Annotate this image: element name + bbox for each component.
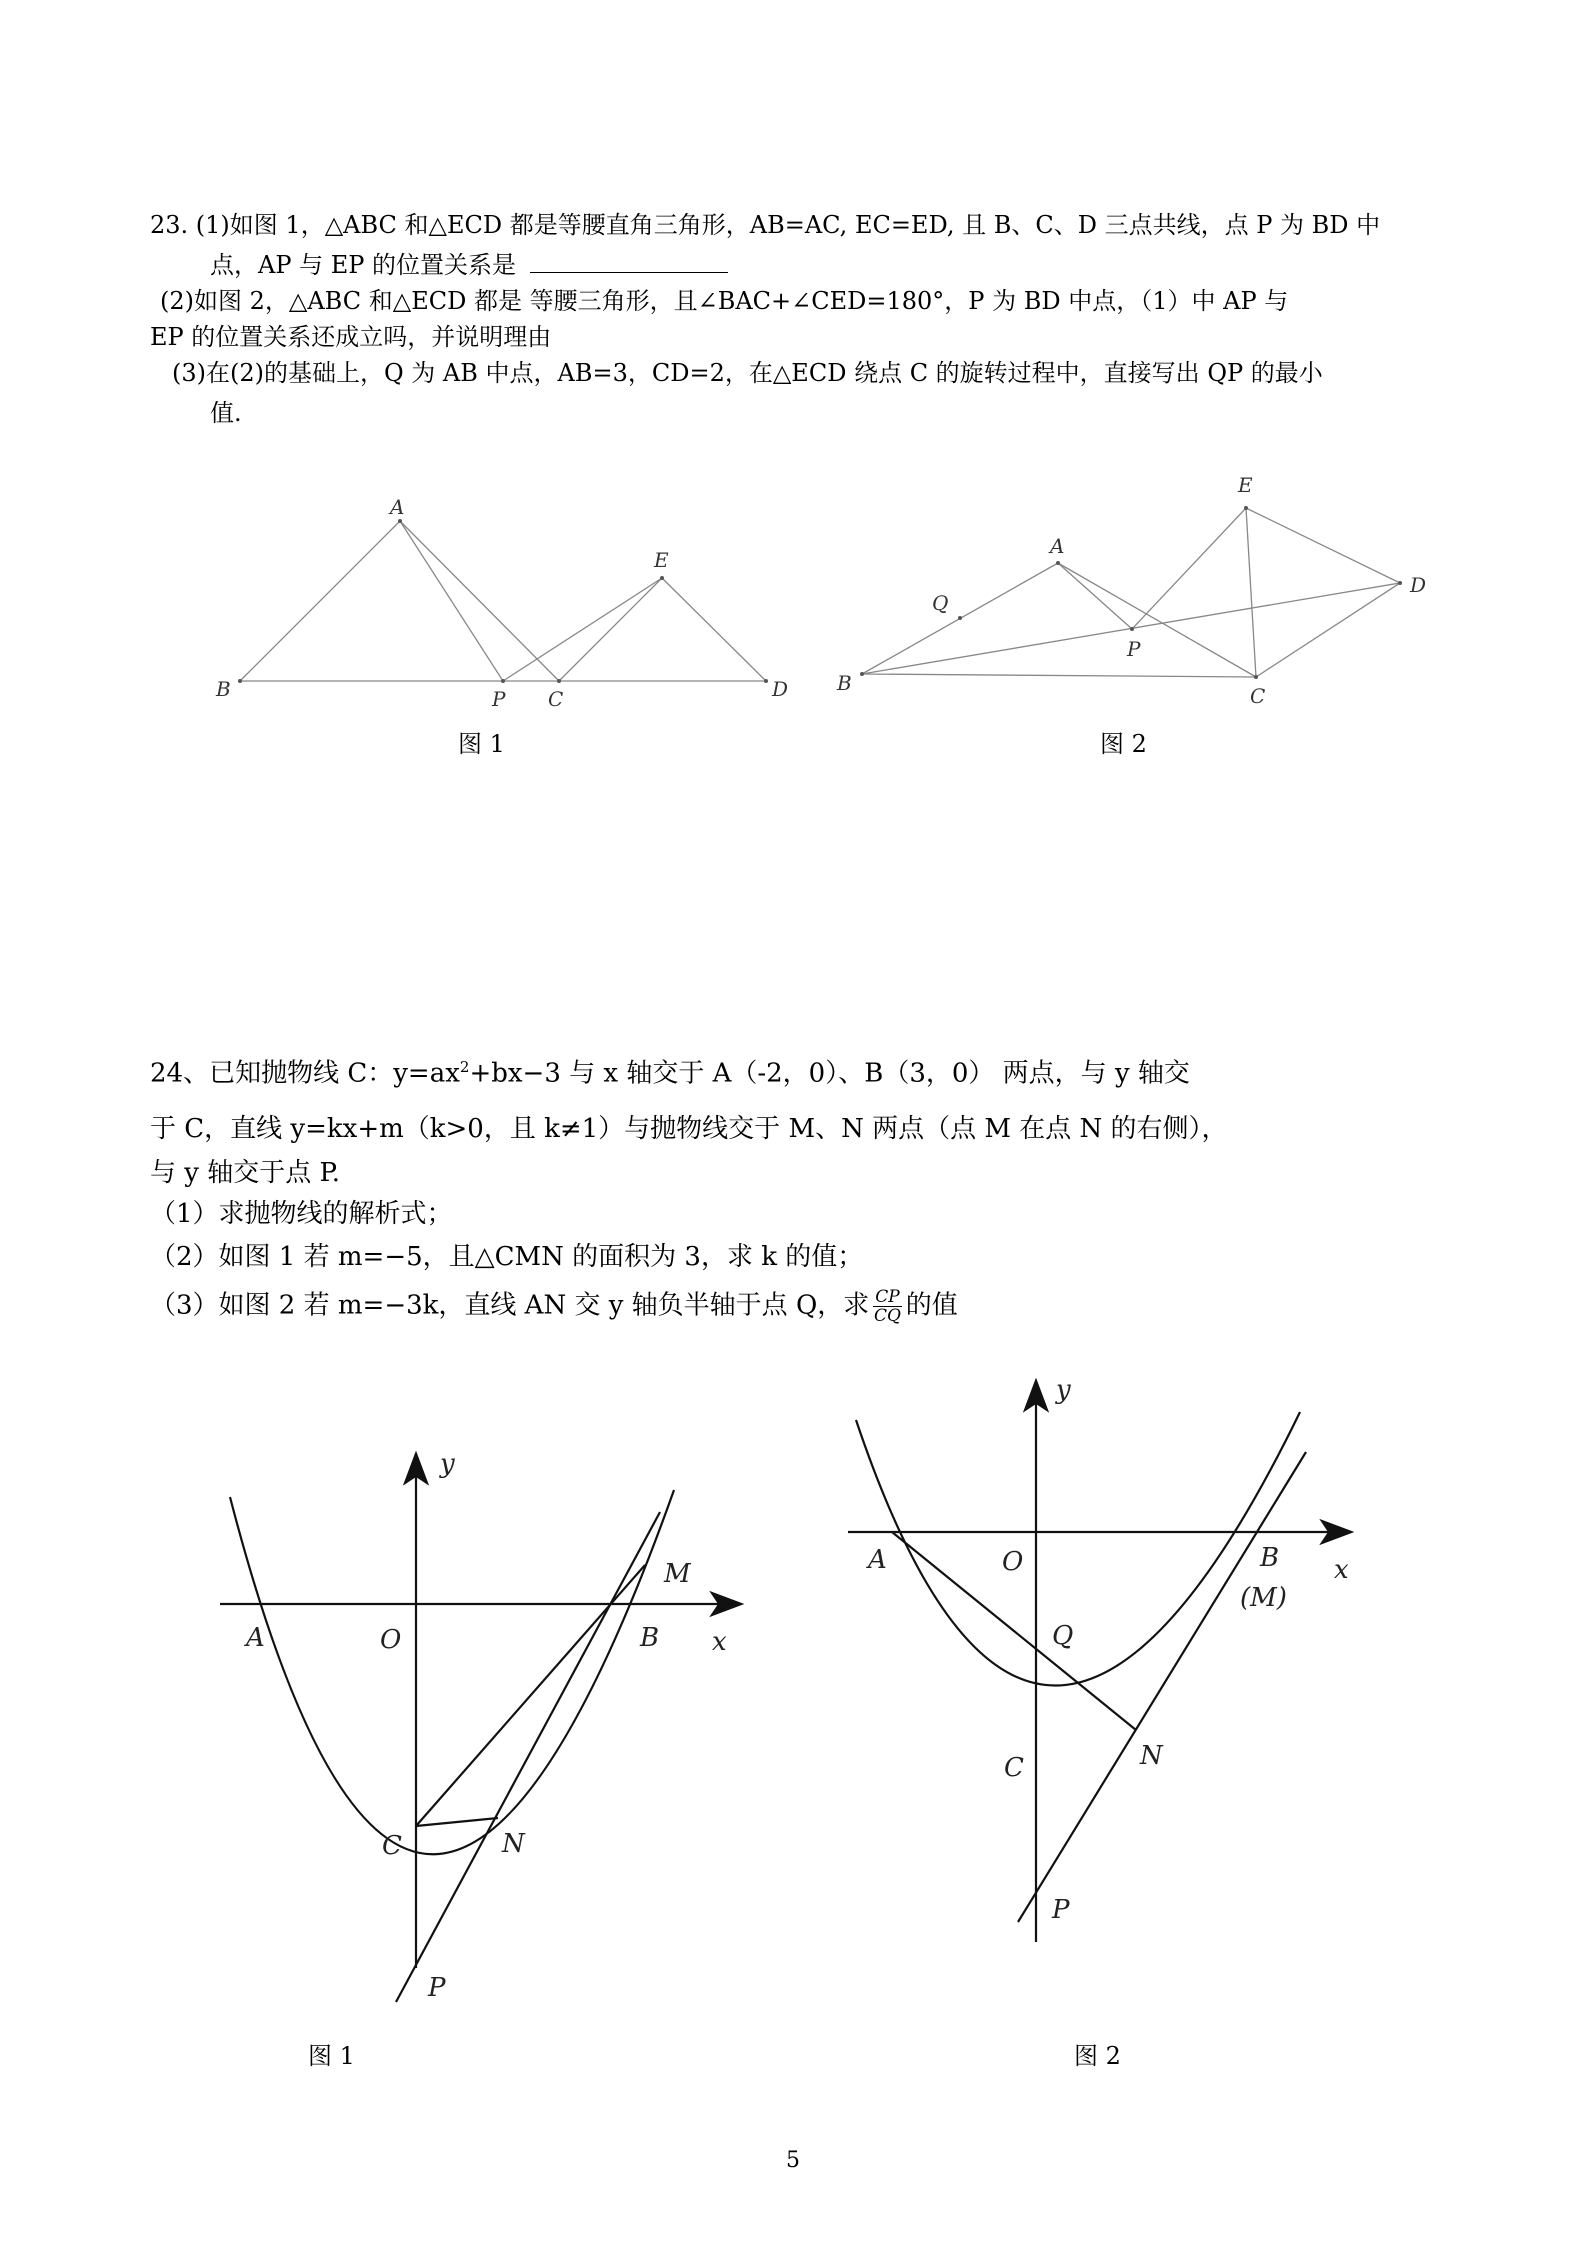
q24-line-2: 于 C，直线 y=kx+m（k>0，且 k≠1）与抛物线交于 M、N 两点（点 M 在点 N 的右侧）， (150, 1114, 1228, 1144)
label-M: M (664, 1559, 691, 1589)
label-C: C (382, 1831, 402, 1861)
q23-fig1-caption: 图 1 (458, 730, 505, 758)
label-C: C (1250, 684, 1266, 708)
label-O: O (1002, 1547, 1024, 1577)
page-number: 5 (786, 2148, 800, 2173)
label-Q: Q (1052, 1621, 1074, 1651)
label-N: N (1140, 1741, 1163, 1771)
label-D: D (772, 677, 789, 701)
label-x: x (712, 1627, 727, 1657)
line-PM (396, 1512, 660, 2002)
label-P: P (492, 687, 506, 711)
line-PM (1018, 1452, 1306, 1922)
label-E: E (654, 548, 669, 572)
label-E: E (1238, 473, 1253, 497)
q24-figure-2 (848, 1382, 1350, 1942)
q23-line-2: 点，AP 与 EP 的位置关系是 (210, 248, 728, 282)
q23-line-3: (2)如图 2，△ABC 和△ECD 都是 等腰三角形，且∠BAC+∠CED=180°，P 为 BD 中点，（1）中 AP 与 (160, 287, 1289, 315)
label-A: A (246, 1623, 265, 1653)
label-N: N (502, 1829, 525, 1859)
q23-line-4: EP 的位置关系还成立吗，并说明理由 (150, 323, 552, 351)
label-P: P (428, 1973, 446, 2003)
q24-line-1: 24、已知抛物线 C：$y=ax^2+bx-3$ 与 x 轴交于 A（-2，0）、B（3，0） 两点，与 y 轴交 (150, 1058, 1190, 1089)
q24-fig2-caption: 图 2 (1074, 2042, 1121, 2070)
parabola (230, 1490, 674, 1854)
label-D: D (1410, 573, 1427, 597)
label-C: C (1004, 1753, 1024, 1783)
q23-line-5: (3)在(2)的基础上，Q 为 AB 中点，AB=3，CD=2，在△ECD 绕点 C 的旋转过程中，直接写出 QP 的最小 (172, 359, 1323, 387)
label-O: O (380, 1625, 402, 1655)
label-B: B (216, 677, 231, 701)
label-P: P (1127, 637, 1141, 661)
q24-line-3: 与 y 轴交于点 P. (150, 1158, 340, 1188)
label-B: B (640, 1623, 660, 1653)
q24-line-5: （2）如图 1 若 m=−5，且△CMN 的面积为 3，求 k 的值； (150, 1242, 864, 1272)
fraction-cp-cq: $\frac{CP}{CQ}$ (874, 1287, 901, 1326)
label-M: (M) (1240, 1583, 1287, 1613)
q24-fig1-caption: 图 1 (308, 2042, 355, 2070)
q24-line-6: （3）如图 2 若 m=−3k，直线 AN 交 y 轴负半轴于点 Q，求 $\frac{CP}{CQ}$ 的值 (150, 1287, 958, 1326)
q23-line-6: 值. (210, 399, 242, 427)
q24-line-4: （1）求抛物线的解析式； (150, 1199, 453, 1229)
q24-figure-1 (220, 1455, 740, 2002)
label-x: x (1334, 1555, 1349, 1585)
label-A: A (390, 495, 405, 519)
q23-fig2-caption: 图 2 (1100, 730, 1147, 758)
label-y: y (440, 1449, 455, 1479)
label-C: C (548, 687, 564, 711)
label-P: P (1052, 1895, 1070, 1925)
segment-CN (416, 1818, 498, 1826)
parabola (856, 1412, 1300, 1686)
label-A: A (1050, 534, 1065, 558)
q23-line-1: 23. (1)如图 1，△ABC 和△ECD 都是等腰直角三角形，AB=AC, EC=ED, 且 B、C、D 三点共线，点 P 为 BD 中 (150, 211, 1381, 239)
label-Q: Q (932, 591, 949, 615)
label-B: B (1260, 1543, 1280, 1573)
label-y: y (1056, 1375, 1071, 1405)
label-B: B (837, 671, 852, 695)
label-A: A (868, 1545, 887, 1575)
